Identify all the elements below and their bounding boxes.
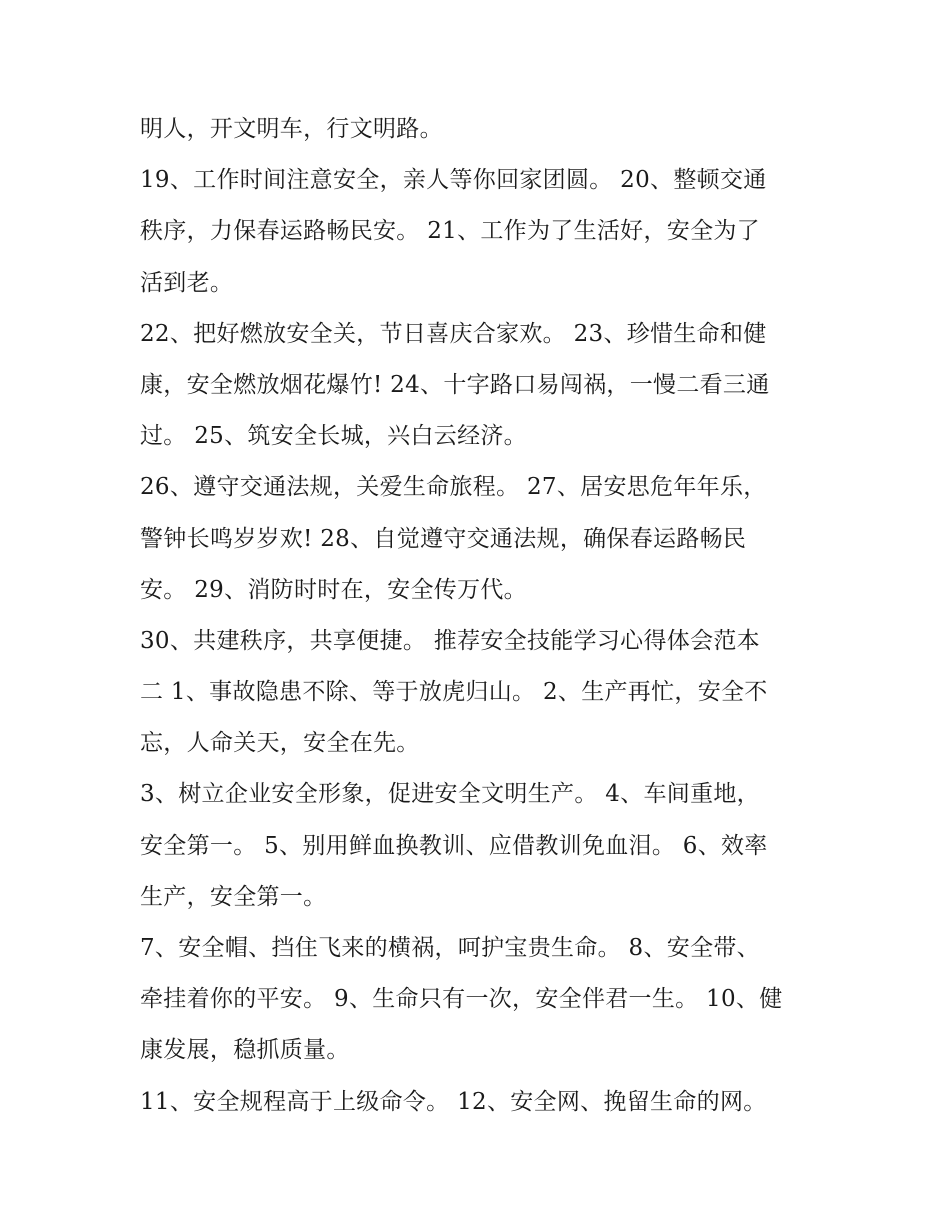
text-line-7: 过。 25、筑安全长城，兴白云经济。: [140, 423, 527, 450]
text-line-2: 19、工作时间注意安全，亲人等你回家团圆。 20、整顿交通: [140, 167, 767, 194]
text-line-14: 3、树立企业安全形象，促进安全文明生产。 4、车间重地，: [140, 781, 760, 808]
text-line-18: 牵挂着你的平安。 9、生命只有一次，安全伴君一生。 10、健: [140, 986, 783, 1013]
text-line-6: 康，安全燃放烟花爆竹! 24、十字路口易闯祸，一慢二看三通: [140, 371, 770, 398]
text-line-4: 活到老。: [140, 269, 234, 296]
text-line-20: 11、安全规程高于上级命令。 12、安全网、挽留生命的网。: [140, 1088, 767, 1115]
text-line-3: 秩序，力保春运路畅民安。 21、工作为了生活好，安全为了: [140, 218, 760, 245]
text-line-5: 22、把好燃放安全关，节日喜庆合家欢。 23、珍惜生命和健: [140, 320, 767, 347]
text-line-13: 忘，人命关天，安全在先。: [140, 730, 420, 757]
document-body: [140, 104, 820, 1128]
text-line-15: 安全第一。 5、别用鲜血换教训、应借教训免血泪。 6、效率: [140, 832, 768, 859]
text-line-10: 安。 29、消防时时在，安全传万代。: [140, 576, 527, 603]
text-line-8: 26、遵守交通法规，关爱生命旅程。 27、居安思危年年乐，: [140, 474, 767, 501]
text-line-17: 7、安全帽、挡住飞来的横祸，呵护宝贵生命。 8、安全带、: [140, 935, 760, 961]
text-line-9: 警钟长鸣岁岁欢! 28、自觉遵守交通法规，确保春运路畅民: [140, 525, 747, 552]
text-line-11: 30、共建秩序，共享便捷。 推荐安全技能学习心得体会范本: [140, 627, 760, 654]
text-line-12: 二 1、事故隐患不除、等于放虎归山。 2、生产再忙，安全不: [140, 679, 768, 706]
text-line-16: 生产，安全第一。: [140, 883, 327, 910]
text-line-19: 康发展，稳抓质量。: [140, 1037, 350, 1064]
text-line-1: 明人，开文明车，行文明路。: [140, 116, 443, 142]
